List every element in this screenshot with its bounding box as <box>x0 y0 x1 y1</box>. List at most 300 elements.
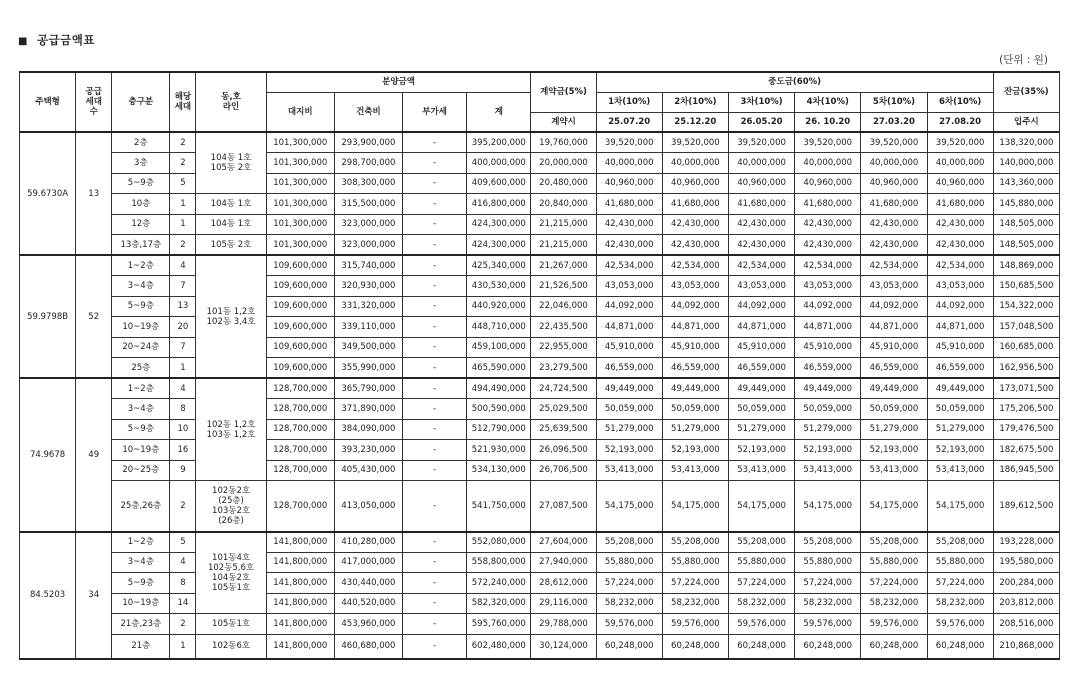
cell-type: 74.9678 <box>20 378 76 532</box>
cell-balance: 148,505,000 <box>993 235 1059 256</box>
cell-land: 101,300,000 <box>266 132 334 153</box>
cell-building: 417,000,000 <box>334 552 402 573</box>
cell-installment-6: 45,910,000 <box>927 337 993 358</box>
cell-units: 9 <box>170 460 196 481</box>
cell-installment-2: 40,000,000 <box>662 153 728 174</box>
cell-installment-1: 49,449,000 <box>596 378 662 399</box>
cell-installment-5: 42,534,000 <box>861 255 927 276</box>
cell-balance: 148,869,000 <box>993 255 1059 276</box>
cell-units: 1 <box>170 358 196 379</box>
cell-land: 109,600,000 <box>266 317 334 338</box>
cell-installment-6: 40,000,000 <box>927 153 993 174</box>
cell-installment-6: 42,430,000 <box>927 214 993 235</box>
unit-label: (단위 : 원) <box>999 54 1048 66</box>
cell-installment-5: 54,175,000 <box>861 481 927 532</box>
cell-units: 8 <box>170 573 196 594</box>
table-row <box>20 296 1060 317</box>
cell-installment-2: 41,680,000 <box>662 194 728 215</box>
cell-vat: - <box>403 614 467 635</box>
cell-installment-3: 42,430,000 <box>728 235 794 256</box>
cell-installment-6: 46,559,000 <box>927 358 993 379</box>
table-row <box>20 481 1060 532</box>
cell-installment-1: 59,576,000 <box>596 614 662 635</box>
cell-total: 558,800,000 <box>467 552 531 573</box>
cell-installment-2: 58,232,000 <box>662 593 728 614</box>
cell-balance: 179,476,500 <box>993 419 1059 440</box>
cell-dong: 104동 1호 <box>196 194 266 215</box>
cell-vat: - <box>403 194 467 215</box>
cell-installment-3: 60,248,000 <box>728 634 794 659</box>
cell-total: 448,710,000 <box>467 317 531 338</box>
cell-installment-1: 44,092,000 <box>596 296 662 317</box>
cell-land: 141,800,000 <box>266 634 334 659</box>
cell-deposit: 27,940,000 <box>531 552 596 573</box>
cell-building: 371,890,000 <box>334 399 402 420</box>
cell-units: 2 <box>170 614 196 635</box>
cell-units: 4 <box>170 378 196 399</box>
cell-balance: 182,675,500 <box>993 440 1059 461</box>
cell-installment-5: 59,576,000 <box>861 614 927 635</box>
cell-installment-1: 40,960,000 <box>596 173 662 194</box>
cell-installment-4: 57,224,000 <box>795 573 861 594</box>
cell-installment-5: 44,871,000 <box>861 317 927 338</box>
cell-units: 8 <box>170 399 196 420</box>
cell-floor: 5~9층 <box>112 419 170 440</box>
cell-dong: 104동 1호 <box>196 214 266 235</box>
cell-installment-3: 39,520,000 <box>728 132 794 153</box>
cell-installment-4: 54,175,000 <box>795 481 861 532</box>
table-row <box>20 276 1060 297</box>
cell-vat: - <box>403 214 467 235</box>
cell-balance: 210,868,000 <box>993 634 1059 659</box>
table-row <box>20 634 1060 659</box>
cell-dong: 105동1호 <box>196 614 266 635</box>
cell-deposit: 19,760,000 <box>531 132 596 153</box>
cell-dong: 102동 1,2호 103동 1,2호 <box>196 378 266 481</box>
header-installment-2: 2차(10%) <box>662 92 728 112</box>
cell-installment-6: 57,224,000 <box>927 573 993 594</box>
cell-balance: 150,685,500 <box>993 276 1059 297</box>
cell-installment-3: 57,224,000 <box>728 573 794 594</box>
header-installment-6: 6차(10%) <box>927 92 993 112</box>
cell-installment-2: 57,224,000 <box>662 573 728 594</box>
cell-deposit: 22,435,500 <box>531 317 596 338</box>
cell-installment-2: 55,208,000 <box>662 532 728 553</box>
cell-deposit: 21,267,000 <box>531 255 596 276</box>
cell-installment-6: 55,208,000 <box>927 532 993 553</box>
cell-land: 141,800,000 <box>266 573 334 594</box>
cell-installment-3: 58,232,000 <box>728 593 794 614</box>
cell-balance: 189,612,500 <box>993 481 1059 532</box>
cell-building: 349,500,000 <box>334 337 402 358</box>
cell-installment-3: 49,449,000 <box>728 378 794 399</box>
cell-balance: 154,322,000 <box>993 296 1059 317</box>
cell-installment-3: 55,208,000 <box>728 532 794 553</box>
cell-installment-2: 53,413,000 <box>662 460 728 481</box>
cell-vat: - <box>403 255 467 276</box>
cell-land: 101,300,000 <box>266 214 334 235</box>
cell-balance: 175,206,500 <box>993 399 1059 420</box>
cell-supply-units: 34 <box>76 532 112 659</box>
cell-installment-5: 39,520,000 <box>861 132 927 153</box>
cell-balance: 148,505,000 <box>993 214 1059 235</box>
cell-building: 293,900,000 <box>334 132 402 153</box>
cell-building: 339,110,000 <box>334 317 402 338</box>
cell-deposit: 29,788,000 <box>531 614 596 635</box>
cell-vat: - <box>403 634 467 659</box>
cell-units: 4 <box>170 552 196 573</box>
cell-installment-4: 44,871,000 <box>795 317 861 338</box>
cell-installment-4: 42,534,000 <box>795 255 861 276</box>
cell-land: 101,300,000 <box>266 153 334 174</box>
cell-building: 393,230,000 <box>334 440 402 461</box>
cell-units: 1 <box>170 214 196 235</box>
table-row <box>20 460 1060 481</box>
cell-vat: - <box>403 296 467 317</box>
cell-installment-6: 54,175,000 <box>927 481 993 532</box>
cell-units: 14 <box>170 593 196 614</box>
cell-installment-4: 43,053,000 <box>795 276 861 297</box>
cell-units: 20 <box>170 317 196 338</box>
cell-total: 572,240,000 <box>467 573 531 594</box>
cell-installment-5: 41,680,000 <box>861 194 927 215</box>
cell-installment-5: 44,092,000 <box>861 296 927 317</box>
cell-installment-6: 60,248,000 <box>927 634 993 659</box>
cell-balance: 162,956,500 <box>993 358 1059 379</box>
cell-supply-units: 13 <box>76 132 112 255</box>
cell-vat: - <box>403 358 467 379</box>
cell-installment-4: 42,430,000 <box>795 214 861 235</box>
cell-floor: 25층 <box>112 358 170 379</box>
cell-land: 128,700,000 <box>266 378 334 399</box>
cell-installment-5: 52,193,000 <box>861 440 927 461</box>
header-balance-when: 입주시 <box>993 112 1059 132</box>
cell-total: 424,300,000 <box>467 235 531 256</box>
header-deposit: 계약금(5%) <box>531 72 596 112</box>
cell-installment-2: 39,520,000 <box>662 132 728 153</box>
cell-total: 459,100,000 <box>467 337 531 358</box>
cell-deposit: 24,724,500 <box>531 378 596 399</box>
cell-installment-6: 52,193,000 <box>927 440 993 461</box>
cell-units: 1 <box>170 634 196 659</box>
cell-installment-1: 42,430,000 <box>596 235 662 256</box>
cell-balance: 200,284,000 <box>993 573 1059 594</box>
cell-total: 409,600,000 <box>467 173 531 194</box>
header-installment-5: 5차(10%) <box>861 92 927 112</box>
cell-installment-6: 43,053,000 <box>927 276 993 297</box>
cell-installment-2: 43,053,000 <box>662 276 728 297</box>
cell-installment-1: 54,175,000 <box>596 481 662 532</box>
cell-installment-6: 55,880,000 <box>927 552 993 573</box>
cell-vat: - <box>403 552 467 573</box>
table-row <box>20 255 1060 276</box>
cell-installment-4: 55,208,000 <box>795 532 861 553</box>
cell-deposit: 23,279,500 <box>531 358 596 379</box>
cell-building: 298,700,000 <box>334 153 402 174</box>
cell-deposit: 27,087,500 <box>531 481 596 532</box>
cell-deposit: 28,612,000 <box>531 573 596 594</box>
cell-installment-2: 50,059,000 <box>662 399 728 420</box>
cell-installment-3: 42,534,000 <box>728 255 794 276</box>
cell-total: 582,320,000 <box>467 593 531 614</box>
cell-installment-3: 40,000,000 <box>728 153 794 174</box>
cell-installment-6: 39,520,000 <box>927 132 993 153</box>
cell-floor: 1~2층 <box>112 532 170 553</box>
header-date-4: 26. 10.20 <box>795 112 861 132</box>
cell-land: 141,800,000 <box>266 552 334 573</box>
cell-balance: 203,812,000 <box>993 593 1059 614</box>
cell-vat: - <box>403 153 467 174</box>
cell-dong: 104동 1호 105동 2호 <box>196 132 266 194</box>
cell-type: 59.9798B <box>20 255 76 378</box>
cell-deposit: 22,955,000 <box>531 337 596 358</box>
cell-total: 424,300,000 <box>467 214 531 235</box>
cell-type: 59.6730A <box>20 132 76 255</box>
cell-installment-1: 52,193,000 <box>596 440 662 461</box>
cell-installment-1: 60,248,000 <box>596 634 662 659</box>
table-row <box>20 419 1060 440</box>
cell-land: 109,600,000 <box>266 255 334 276</box>
cell-units: 5 <box>170 173 196 194</box>
cell-total: 595,760,000 <box>467 614 531 635</box>
cell-vat: - <box>403 481 467 532</box>
cell-type: 84.5203 <box>20 532 76 659</box>
cell-installment-1: 50,059,000 <box>596 399 662 420</box>
header-floor: 층구분 <box>112 72 170 132</box>
cell-deposit: 21,526,500 <box>531 276 596 297</box>
cell-floor: 10층 <box>112 194 170 215</box>
title-text: 공급금액표 <box>36 33 95 47</box>
cell-vat: - <box>403 532 467 553</box>
cell-installment-5: 58,232,000 <box>861 593 927 614</box>
cell-installment-2: 51,279,000 <box>662 419 728 440</box>
cell-installment-4: 53,413,000 <box>795 460 861 481</box>
cell-installment-5: 42,430,000 <box>861 235 927 256</box>
cell-units: 13 <box>170 296 196 317</box>
header-date-6: 27.08.20 <box>927 112 993 132</box>
cell-installment-4: 40,000,000 <box>795 153 861 174</box>
cell-installment-2: 42,534,000 <box>662 255 728 276</box>
cell-floor: 21층 <box>112 634 170 659</box>
cell-land: 109,600,000 <box>266 276 334 297</box>
cell-installment-5: 50,059,000 <box>861 399 927 420</box>
cell-installment-1: 42,534,000 <box>596 255 662 276</box>
cell-units: 16 <box>170 440 196 461</box>
cell-installment-1: 45,910,000 <box>596 337 662 358</box>
header-installment-4: 4차(10%) <box>795 92 861 112</box>
cell-vat: - <box>403 276 467 297</box>
cell-building: 355,990,000 <box>334 358 402 379</box>
cell-building: 315,740,000 <box>334 255 402 276</box>
page-title <box>18 32 95 48</box>
cell-installment-3: 52,193,000 <box>728 440 794 461</box>
cell-installment-6: 50,059,000 <box>927 399 993 420</box>
cell-floor: 13층,17층 <box>112 235 170 256</box>
header-dong: 동,호 라인 <box>196 72 266 132</box>
table-row <box>20 532 1060 553</box>
cell-installment-4: 45,910,000 <box>795 337 861 358</box>
cell-building: 453,960,000 <box>334 614 402 635</box>
cell-installment-6: 41,680,000 <box>927 194 993 215</box>
table-row <box>20 593 1060 614</box>
cell-balance: 145,880,000 <box>993 194 1059 215</box>
table-row <box>20 399 1060 420</box>
cell-installment-4: 46,559,000 <box>795 358 861 379</box>
cell-floor: 5~9층 <box>112 296 170 317</box>
cell-deposit: 26,706,500 <box>531 460 596 481</box>
cell-total: 494,490,000 <box>467 378 531 399</box>
cell-vat: - <box>403 399 467 420</box>
cell-installment-6: 44,092,000 <box>927 296 993 317</box>
cell-installment-1: 53,413,000 <box>596 460 662 481</box>
cell-building: 410,280,000 <box>334 532 402 553</box>
cell-floor: 1~2층 <box>112 255 170 276</box>
cell-installment-5: 43,053,000 <box>861 276 927 297</box>
header-date-5: 27.03.20 <box>861 112 927 132</box>
cell-building: 365,790,000 <box>334 378 402 399</box>
cell-installment-3: 41,680,000 <box>728 194 794 215</box>
cell-installment-1: 51,279,000 <box>596 419 662 440</box>
table-row <box>20 173 1060 194</box>
cell-land: 101,300,000 <box>266 235 334 256</box>
header-land: 대지비 <box>266 92 334 132</box>
table-row <box>20 358 1060 379</box>
cell-installment-1: 46,559,000 <box>596 358 662 379</box>
table-row <box>20 378 1060 399</box>
header-date-2: 25.12.20 <box>662 112 728 132</box>
cell-installment-4: 41,680,000 <box>795 194 861 215</box>
cell-total: 552,080,000 <box>467 532 531 553</box>
cell-vat: - <box>403 460 467 481</box>
cell-installment-4: 51,279,000 <box>795 419 861 440</box>
cell-units: 2 <box>170 132 196 153</box>
cell-vat: - <box>403 132 467 153</box>
header-total: 계 <box>467 92 531 132</box>
cell-vat: - <box>403 173 467 194</box>
cell-building: 308,300,000 <box>334 173 402 194</box>
cell-installment-4: 50,059,000 <box>795 399 861 420</box>
cell-building: 430,440,000 <box>334 573 402 594</box>
header-vat: 부가세 <box>403 92 467 132</box>
cell-installment-2: 44,871,000 <box>662 317 728 338</box>
cell-dong: 102동2호 (25층) 103동2호 (26층) <box>196 481 266 532</box>
cell-installment-4: 42,430,000 <box>795 235 861 256</box>
cell-building: 413,050,000 <box>334 481 402 532</box>
cell-installment-2: 45,910,000 <box>662 337 728 358</box>
cell-building: 460,680,000 <box>334 634 402 659</box>
table-row <box>20 573 1060 594</box>
cell-installment-5: 60,248,000 <box>861 634 927 659</box>
cell-installment-3: 42,430,000 <box>728 214 794 235</box>
cell-total: 400,000,000 <box>467 153 531 174</box>
cell-deposit: 26,096,500 <box>531 440 596 461</box>
cell-installment-4: 44,092,000 <box>795 296 861 317</box>
title-marker: ■ <box>18 36 28 47</box>
cell-installment-2: 46,559,000 <box>662 358 728 379</box>
cell-total: 430,530,000 <box>467 276 531 297</box>
cell-installment-1: 43,053,000 <box>596 276 662 297</box>
cell-floor: 5~9층 <box>112 573 170 594</box>
cell-installment-1: 41,680,000 <box>596 194 662 215</box>
cell-building: 323,000,000 <box>334 235 402 256</box>
cell-installment-6: 44,871,000 <box>927 317 993 338</box>
cell-installment-3: 45,910,000 <box>728 337 794 358</box>
cell-installment-6: 53,413,000 <box>927 460 993 481</box>
table-row <box>20 235 1060 256</box>
cell-land: 128,700,000 <box>266 419 334 440</box>
cell-balance: 193,228,000 <box>993 532 1059 553</box>
header-middle-payment: 중도금(60%) <box>596 72 993 92</box>
cell-installment-6: 51,279,000 <box>927 419 993 440</box>
header-units: 해당 세대 <box>170 72 196 132</box>
cell-floor: 20~25층 <box>112 460 170 481</box>
cell-installment-2: 55,880,000 <box>662 552 728 573</box>
cell-deposit: 30,124,000 <box>531 634 596 659</box>
cell-units: 2 <box>170 153 196 174</box>
cell-installment-6: 42,534,000 <box>927 255 993 276</box>
cell-vat: - <box>403 378 467 399</box>
cell-deposit: 22,046,000 <box>531 296 596 317</box>
cell-installment-4: 55,880,000 <box>795 552 861 573</box>
cell-balance: 186,945,500 <box>993 460 1059 481</box>
cell-dong: 102동6호 <box>196 634 266 659</box>
table-row <box>20 153 1060 174</box>
cell-deposit: 20,840,000 <box>531 194 596 215</box>
cell-installment-3: 44,092,000 <box>728 296 794 317</box>
header-installment-1: 1차(10%) <box>596 92 662 112</box>
header-balance: 잔금(35%) <box>993 72 1059 112</box>
cell-supply-units: 49 <box>76 378 112 532</box>
header-date-3: 26.05.20 <box>728 112 794 132</box>
cell-installment-4: 49,449,000 <box>795 378 861 399</box>
cell-installment-1: 44,871,000 <box>596 317 662 338</box>
cell-building: 331,320,000 <box>334 296 402 317</box>
cell-installment-2: 42,430,000 <box>662 214 728 235</box>
header-building: 건축비 <box>334 92 402 132</box>
table-row <box>20 317 1060 338</box>
cell-installment-2: 49,449,000 <box>662 378 728 399</box>
cell-installment-1: 57,224,000 <box>596 573 662 594</box>
table-row <box>20 214 1060 235</box>
cell-installment-5: 49,449,000 <box>861 378 927 399</box>
cell-building: 384,090,000 <box>334 419 402 440</box>
cell-installment-2: 40,960,000 <box>662 173 728 194</box>
cell-land: 141,800,000 <box>266 614 334 635</box>
cell-installment-5: 40,000,000 <box>861 153 927 174</box>
cell-installment-5: 40,960,000 <box>861 173 927 194</box>
cell-total: 602,480,000 <box>467 634 531 659</box>
header-sale-price: 분양금액 <box>266 72 531 92</box>
cell-total: 395,200,000 <box>467 132 531 153</box>
cell-installment-3: 59,576,000 <box>728 614 794 635</box>
cell-vat: - <box>403 440 467 461</box>
cell-installment-4: 59,576,000 <box>795 614 861 635</box>
cell-balance: 173,071,500 <box>993 378 1059 399</box>
table-row <box>20 614 1060 635</box>
cell-installment-3: 40,960,000 <box>728 173 794 194</box>
cell-installment-5: 55,208,000 <box>861 532 927 553</box>
cell-installment-1: 55,208,000 <box>596 532 662 553</box>
cell-deposit: 25,639,500 <box>531 419 596 440</box>
cell-total: 416,800,000 <box>467 194 531 215</box>
cell-deposit: 25,029,500 <box>531 399 596 420</box>
table-row <box>20 440 1060 461</box>
cell-deposit: 29,116,000 <box>531 593 596 614</box>
cell-vat: - <box>403 337 467 358</box>
cell-land: 128,700,000 <box>266 399 334 420</box>
supply-price-table <box>19 71 1060 660</box>
cell-total: 440,920,000 <box>467 296 531 317</box>
